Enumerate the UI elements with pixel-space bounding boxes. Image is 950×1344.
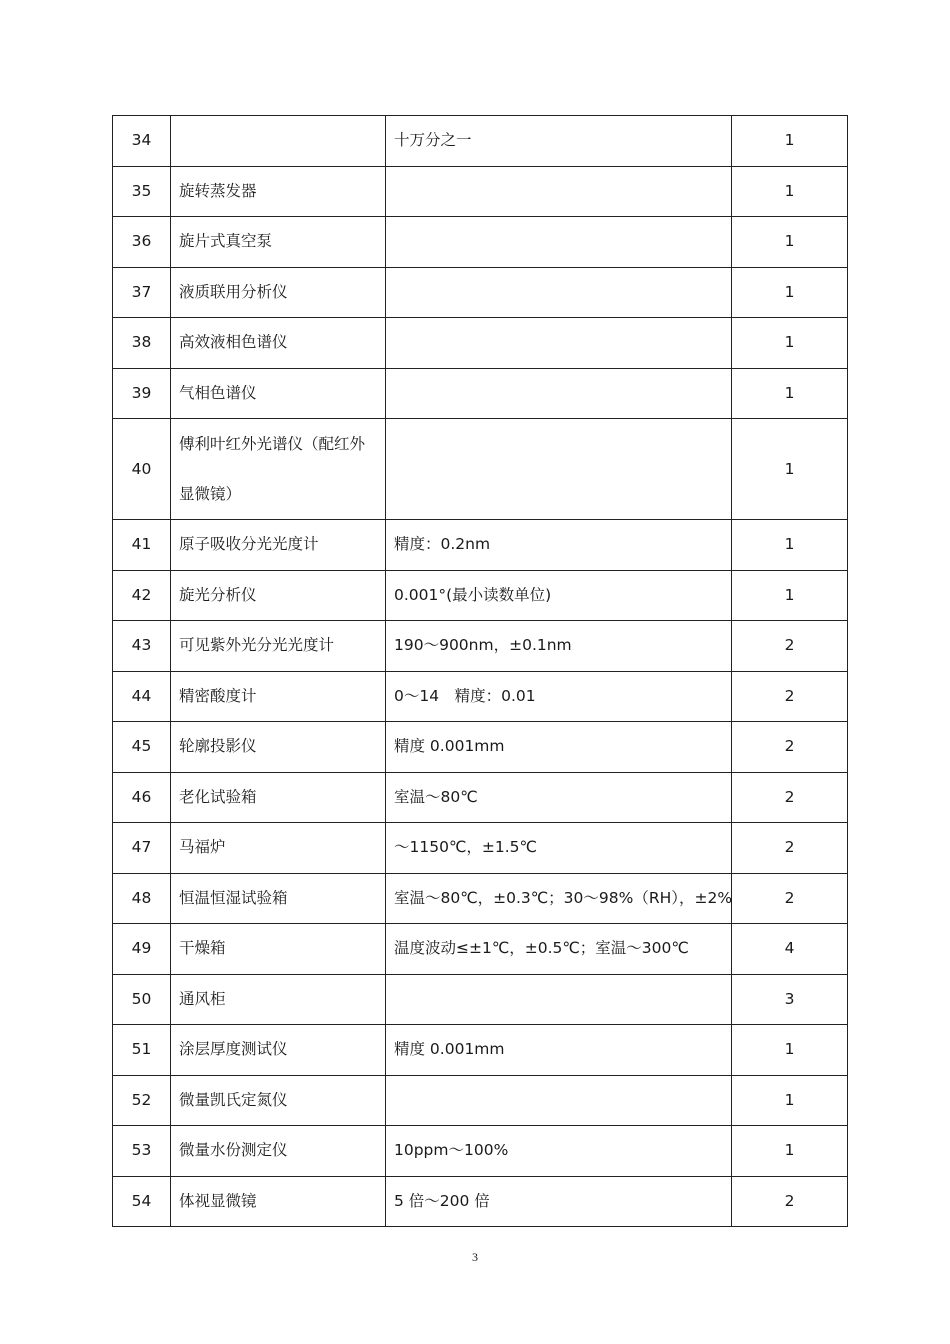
table-row <box>113 1176 848 1227</box>
table-row <box>113 823 848 874</box>
row-number: 36 <box>113 217 171 268</box>
equipment-name: 旋光分析仪 <box>171 570 386 621</box>
table-row <box>113 217 848 268</box>
equipment-quantity: 1 <box>732 267 848 318</box>
table-row <box>113 974 848 1025</box>
table-row <box>113 520 848 571</box>
table-row <box>113 116 848 167</box>
equipment-spec: 0～14 精度：0.01 <box>386 671 732 722</box>
row-number: 43 <box>113 621 171 672</box>
table-row <box>113 1126 848 1177</box>
equipment-quantity: 1 <box>732 570 848 621</box>
row-number: 35 <box>113 166 171 217</box>
equipment-table <box>112 115 848 1227</box>
equipment-name: 旋片式真空泵 <box>171 217 386 268</box>
table-row <box>113 166 848 217</box>
equipment-name: 轮廓投影仪 <box>171 722 386 773</box>
row-number: 40 <box>113 419 171 520</box>
row-number: 42 <box>113 570 171 621</box>
row-number: 39 <box>113 368 171 419</box>
equipment-name: 傅利叶红外光谱仪（配红外显微镜） <box>171 419 386 520</box>
equipment-quantity: 1 <box>732 520 848 571</box>
table-row <box>113 722 848 773</box>
table-row <box>113 772 848 823</box>
equipment-spec: 室温～80℃ <box>386 772 732 823</box>
equipment-spec: 室温～80℃，±0.3℃；30～98%（RH），±2% <box>386 873 732 924</box>
row-number: 50 <box>113 974 171 1025</box>
equipment-quantity: 2 <box>732 873 848 924</box>
equipment-quantity: 1 <box>732 368 848 419</box>
equipment-quantity: 1 <box>732 318 848 369</box>
table-row <box>113 267 848 318</box>
row-number: 37 <box>113 267 171 318</box>
row-number: 54 <box>113 1176 171 1227</box>
equipment-name: 体视显微镜 <box>171 1176 386 1227</box>
equipment-quantity: 1 <box>732 1126 848 1177</box>
equipment-quantity: 2 <box>732 1176 848 1227</box>
row-number: 45 <box>113 722 171 773</box>
equipment-quantity: 1 <box>732 1075 848 1126</box>
equipment-quantity: 1 <box>732 419 848 520</box>
equipment-name: 旋转蒸发器 <box>171 166 386 217</box>
equipment-spec <box>386 217 732 268</box>
equipment-quantity: 2 <box>732 772 848 823</box>
equipment-name: 干燥箱 <box>171 924 386 975</box>
equipment-quantity: 2 <box>732 823 848 874</box>
equipment-table-body <box>113 116 848 1227</box>
table-row <box>113 1025 848 1076</box>
equipment-spec: ～1150℃，±1.5℃ <box>386 823 732 874</box>
page-number: 3 <box>472 1250 478 1264</box>
equipment-name: 微量水份测定仪 <box>171 1126 386 1177</box>
equipment-name: 通风柜 <box>171 974 386 1025</box>
equipment-quantity: 1 <box>732 217 848 268</box>
equipment-spec: 0.001°(最小读数单位) <box>386 570 732 621</box>
equipment-name: 高效液相色谱仪 <box>171 318 386 369</box>
equipment-spec: 10ppm～100% <box>386 1126 732 1177</box>
equipment-spec <box>386 1075 732 1126</box>
equipment-name: 微量凯氏定氮仪 <box>171 1075 386 1126</box>
equipment-spec <box>386 974 732 1025</box>
equipment-spec: 精度 0.001mm <box>386 722 732 773</box>
table-row <box>113 570 848 621</box>
table-row <box>113 873 848 924</box>
row-number: 46 <box>113 772 171 823</box>
equipment-spec <box>386 368 732 419</box>
table-row <box>113 924 848 975</box>
equipment-quantity: 4 <box>732 924 848 975</box>
row-number: 51 <box>113 1025 171 1076</box>
row-number: 52 <box>113 1075 171 1126</box>
row-number: 49 <box>113 924 171 975</box>
equipment-spec: 5 倍～200 倍 <box>386 1176 732 1227</box>
equipment-quantity: 2 <box>732 621 848 672</box>
equipment-name: 恒温恒湿试验箱 <box>171 873 386 924</box>
row-number: 38 <box>113 318 171 369</box>
equipment-spec: 190～900nm，±0.1nm <box>386 621 732 672</box>
equipment-name: 原子吸收分光光度计 <box>171 520 386 571</box>
equipment-name: 涂层厚度测试仪 <box>171 1025 386 1076</box>
row-number: 53 <box>113 1126 171 1177</box>
equipment-spec <box>386 166 732 217</box>
equipment-spec <box>386 267 732 318</box>
table-row <box>113 419 848 520</box>
equipment-name: 气相色谱仪 <box>171 368 386 419</box>
table-row <box>113 1075 848 1126</box>
equipment-name: 可见紫外光分光光度计 <box>171 621 386 672</box>
equipment-quantity: 2 <box>732 722 848 773</box>
table-row <box>113 318 848 369</box>
equipment-spec <box>386 419 732 520</box>
equipment-quantity: 3 <box>732 974 848 1025</box>
equipment-name: 精密酸度计 <box>171 671 386 722</box>
equipment-name: 马福炉 <box>171 823 386 874</box>
equipment-quantity: 2 <box>732 671 848 722</box>
row-number: 48 <box>113 873 171 924</box>
table-row <box>113 621 848 672</box>
row-number: 34 <box>113 116 171 167</box>
equipment-spec: 精度 0.001mm <box>386 1025 732 1076</box>
equipment-name <box>171 116 386 167</box>
equipment-spec: 十万分之一 <box>386 116 732 167</box>
row-number: 44 <box>113 671 171 722</box>
row-number: 47 <box>113 823 171 874</box>
table-row <box>113 368 848 419</box>
equipment-spec: 精度：0.2nm <box>386 520 732 571</box>
equipment-quantity: 1 <box>732 1025 848 1076</box>
equipment-spec <box>386 318 732 369</box>
table-row <box>113 671 848 722</box>
equipment-name: 液质联用分析仪 <box>171 267 386 318</box>
equipment-name: 老化试验箱 <box>171 772 386 823</box>
equipment-spec: 温度波动≤±1℃，±0.5℃；室温～300℃ <box>386 924 732 975</box>
row-number: 41 <box>113 520 171 571</box>
equipment-quantity: 1 <box>732 116 848 167</box>
equipment-quantity: 1 <box>732 166 848 217</box>
